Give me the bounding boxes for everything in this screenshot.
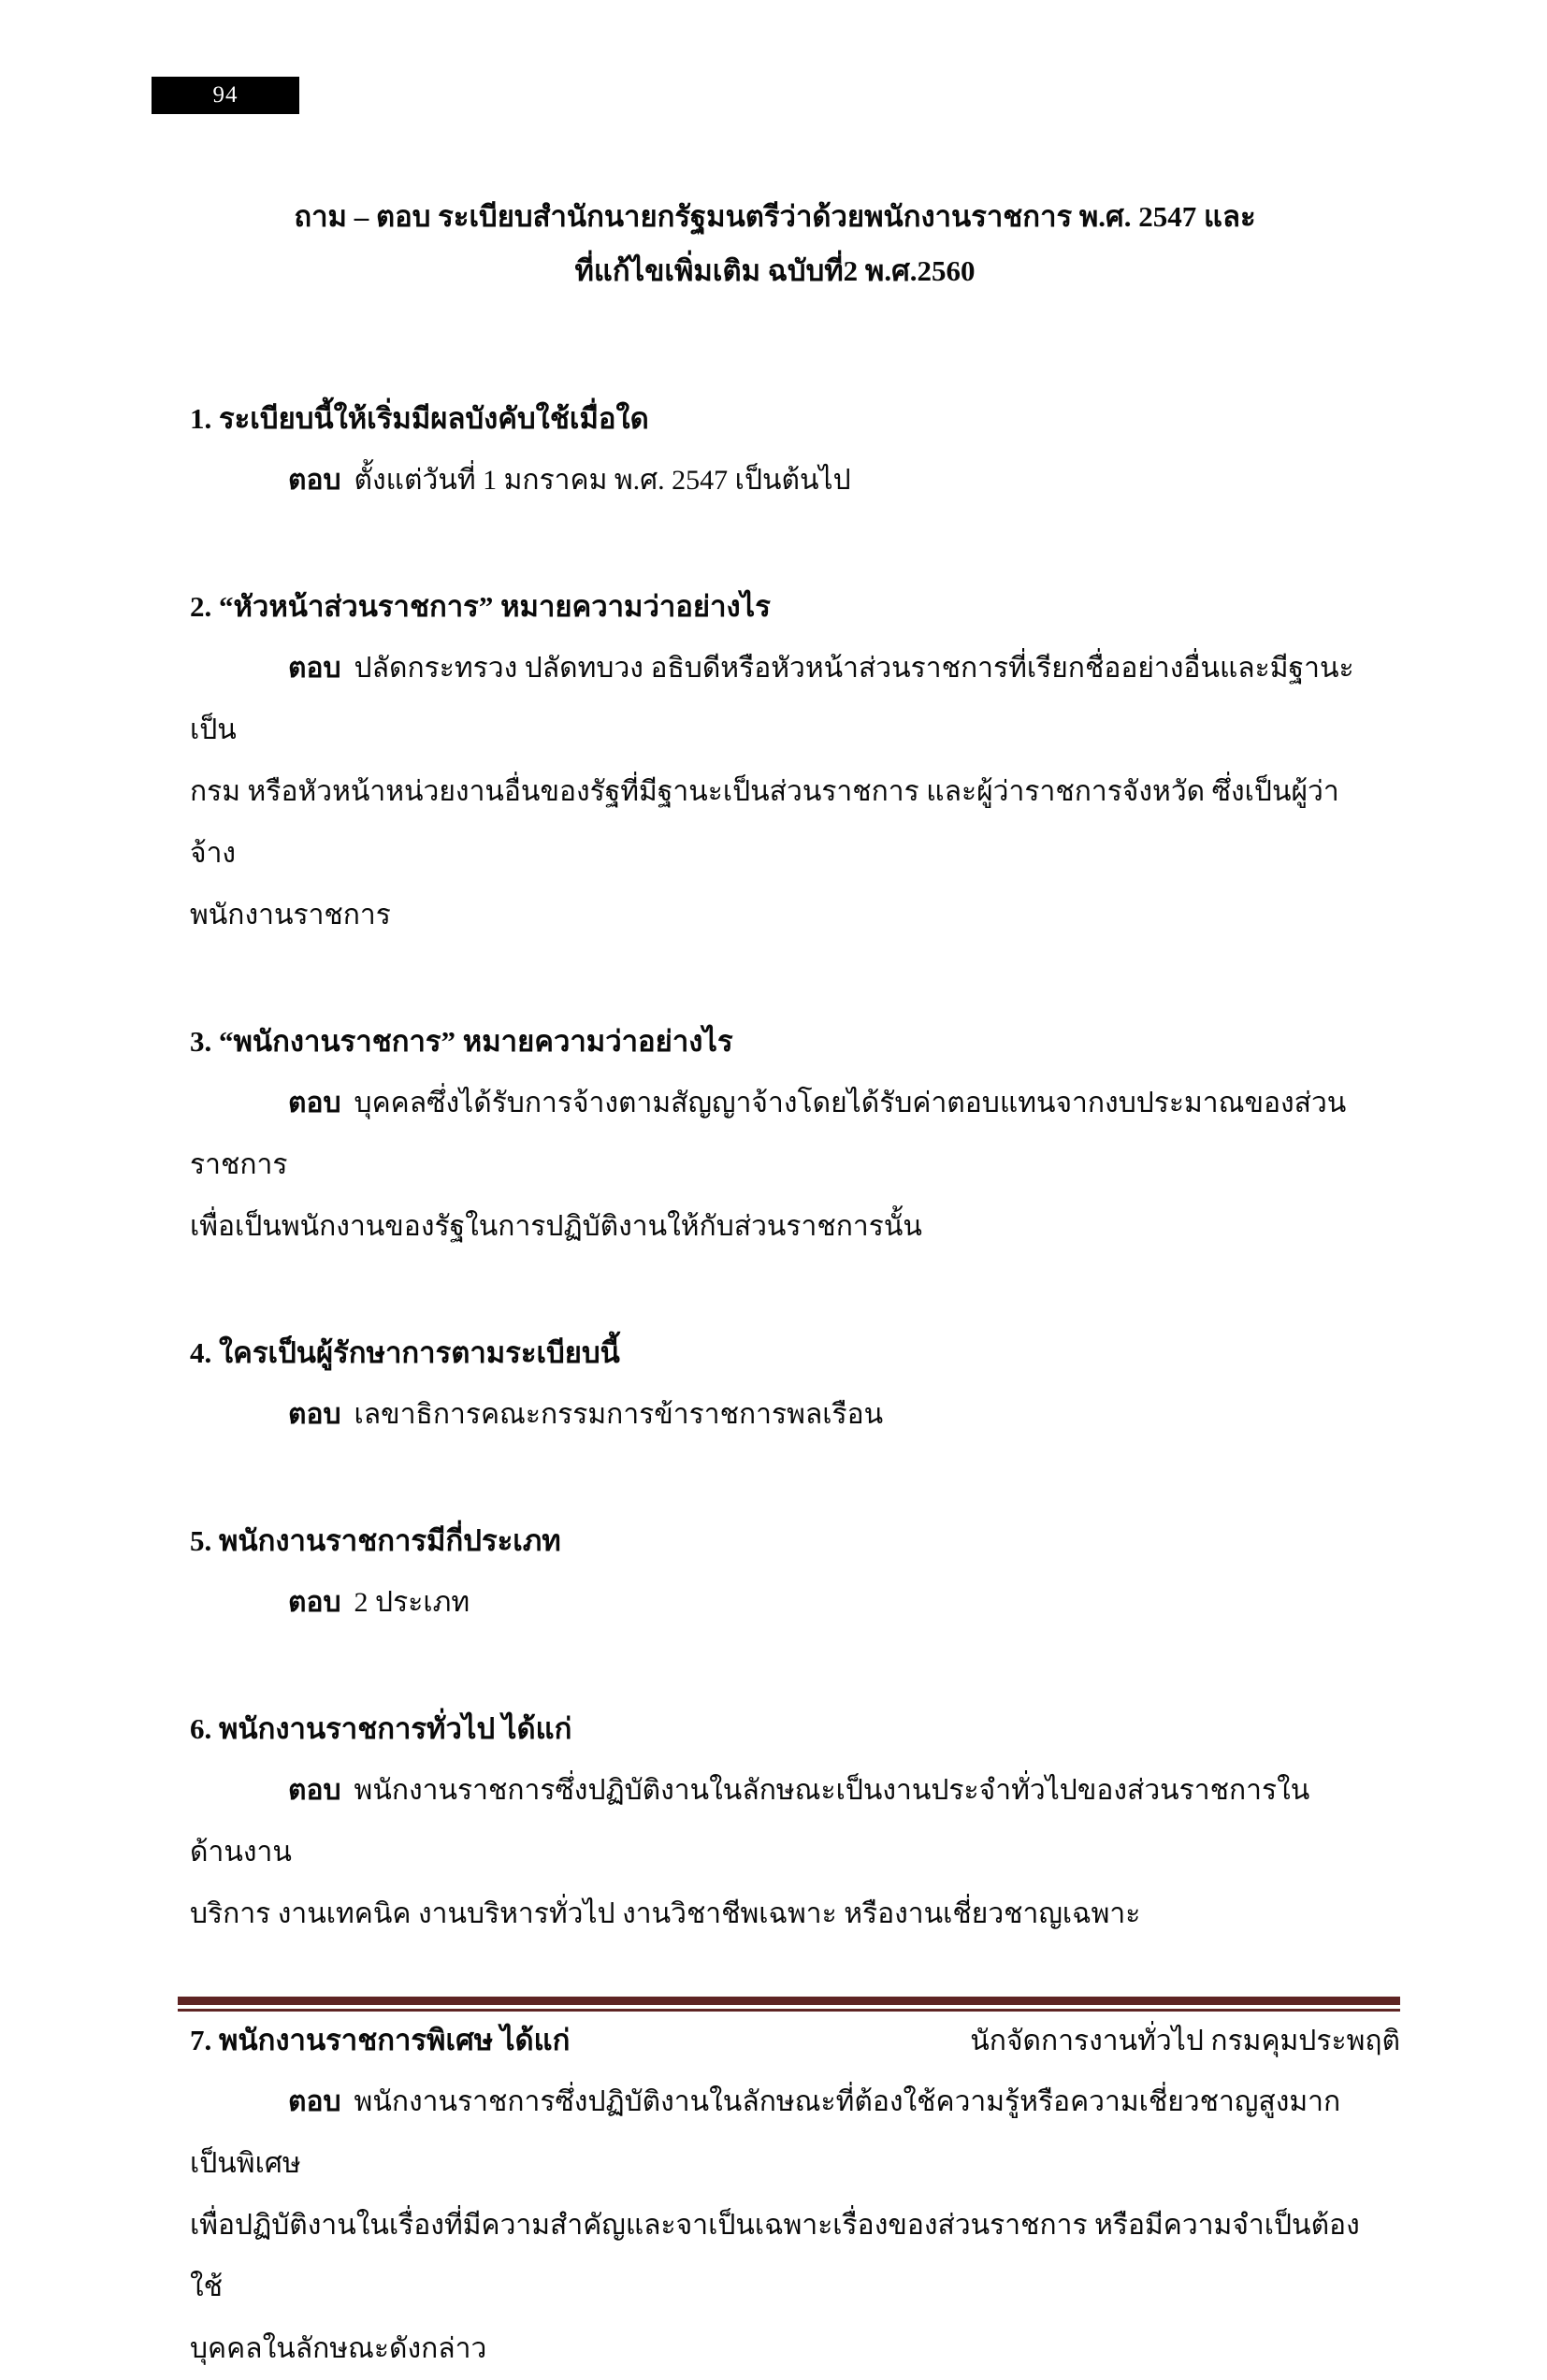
question-1: 1. ระเบียบนี้ให้เริ่มมีผลบังคับใช้เมื่อใด xyxy=(190,402,649,435)
answer-2-line-1 xyxy=(190,638,1360,761)
qa-block-2 xyxy=(190,576,1360,946)
page-number-box xyxy=(152,77,299,114)
question-5: 5. พนักงานราชการมีกี่ประเภท xyxy=(190,1524,561,1557)
qa-block-6 xyxy=(190,1698,1360,1945)
answer-label-4: ตอบ xyxy=(288,1399,341,1430)
question-6: 6. พนักงานราชการทั่วไป ได้แก่ xyxy=(190,1712,572,1745)
answer-label-6: ตอบ xyxy=(288,1775,341,1806)
footer-text: นักจัดการงานทั่วไป กรมคุมประพฤติ xyxy=(970,2026,1400,2056)
document-title-line-1: ถาม – ตอบ ระเบียบสำนักนายกรัฐมนตรีว่าด้วยพนักงานราชการ พ.ศ. 2547 และ xyxy=(294,200,1256,233)
answer-7-line-1 xyxy=(190,2071,1360,2195)
qa-block-3 xyxy=(190,1011,1360,1258)
document-title-line-2: ที่แก้ไขเพิ่มเติม ฉบับที่2 พ.ศ.2560 xyxy=(574,254,976,287)
answer-4-line-1 xyxy=(190,1384,1360,1446)
answer-5-text-1: 2 ประเภท xyxy=(354,1587,470,1618)
answer-6-line-2: บริการ งานเทคนิค งานบริหารทั่วไป งานวิชาชีพเฉพาะ หรืองานเชี่ยวชาญเฉพาะ xyxy=(190,1898,1141,1929)
footer-rule-thin xyxy=(178,2009,1400,2012)
qa-block-1 xyxy=(190,388,1360,512)
answer-1-line-1 xyxy=(190,450,1360,512)
answer-label-1: ตอบ xyxy=(288,465,341,496)
answer-6-text-1: พนักงานราชการซึ่งปฏิบัติงานในลักษณะเป็นงานประจำทั่วไปของส่วนราชการในด้านงาน xyxy=(190,1775,1310,1868)
qa-block-5 xyxy=(190,1510,1360,1634)
answer-5-line-1 xyxy=(190,1572,1360,1634)
qa-block-7 xyxy=(190,2010,1360,2380)
page-footer xyxy=(178,1997,1400,2060)
answer-3-line-1 xyxy=(190,1073,1360,1196)
qa-block-4 xyxy=(190,1322,1360,1446)
answer-label-7: ตอบ xyxy=(288,2086,341,2117)
answer-2-line-3: พนักงานราชการ xyxy=(190,900,391,930)
answer-4-text-1: เลขาธิการคณะกรรมการข้าราชการพลเรือน xyxy=(354,1399,884,1430)
answer-7-line-2: เพื่อปฏิบัติงานในเรื่องที่มีความสำคัญและจาเป็นเฉพาะเรื่องของส่วนราชการ หรือมีความจำเป็นต้องใช้ xyxy=(190,2210,1360,2302)
document-title xyxy=(190,0,1360,298)
answer-label-2: ตอบ xyxy=(288,653,341,684)
qa-list xyxy=(190,388,1360,2380)
answer-7-line-3: บุคคลในลักษณะดังกล่าว xyxy=(190,2333,487,2364)
question-3: 3. “พนักงานราชการ” หมายความว่าอย่างไร xyxy=(190,1025,733,1058)
answer-2-line-2: กรม หรือหัวหน้าหน่วยงานอื่นของรัฐที่มีฐานะเป็นส่วนราชการ และผู้ว่าราชการจังหวัด ซึ่งเป็นผู้ว่าจ้าง xyxy=(190,776,1339,869)
answer-6-line-1 xyxy=(190,1760,1360,1883)
answer-3-line-2: เพื่อเป็นพนักงานของรัฐในการปฏิบัติงานให้กับส่วนราชการนั้น xyxy=(190,1211,922,1242)
answer-3-text-1: บุคคลซึ่งได้รับการจ้างตามสัญญาจ้างโดยได้รับค่าตอบแทนจากงบประมาณของส่วนราชการ xyxy=(190,1088,1347,1180)
question-2: 2. “หัวหน้าส่วนราชการ” หมายความว่าอย่างไร xyxy=(190,590,771,623)
answer-7-text-1: พนักงานราชการซึ่งปฏิบัติงานในลักษณะที่ต้องใช้ความรู้หรือความเชี่ยวชาญสูงมากเป็นพิเศษ xyxy=(190,2086,1341,2179)
question-7: 7. พนักงานราชการพิเศษ ได้แก่ xyxy=(190,2024,571,2056)
page-number: 94 xyxy=(212,82,239,108)
footer-rule-thick xyxy=(178,1997,1400,2005)
answer-1-text-1: ตั้งแต่วันที่ 1 มกราคม พ.ศ. 2547 เป็นต้นไป xyxy=(354,465,851,496)
answer-label-3: ตอบ xyxy=(288,1088,341,1118)
question-4: 4. ใครเป็นผู้รักษาการตามระเบียบนี้ xyxy=(190,1336,620,1369)
answer-label-5: ตอบ xyxy=(288,1587,341,1618)
answer-2-text-1: ปลัดกระทรวง ปลัดทบวง อธิบดีหรือหัวหน้าส่วนราชการที่เรียกชื่ออย่างอื่นและมีฐานะเป็น xyxy=(190,653,1354,745)
